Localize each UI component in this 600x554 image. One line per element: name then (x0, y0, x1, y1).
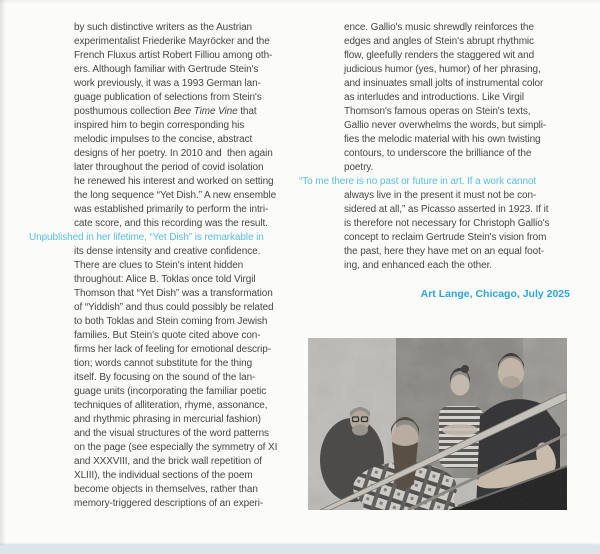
text-line: fies the melodic material with his own twisting (344, 134, 541, 145)
text-line: techniques of alliteration, rhyme, assonance, (74, 400, 268, 411)
scan-edge-bottom-strip (0, 545, 600, 554)
text-line: and rhythmic phrasing in mercurial fashion) (74, 414, 261, 425)
text-line: of “Yiddish” and thus could possibly be related (74, 302, 274, 313)
text-line: the past, here they have met on an equal foot- (344, 246, 544, 257)
text-line: memory-triggered descriptions of an experi- (74, 498, 264, 509)
text-line: work previously, it was a 1993 German lan- (74, 78, 261, 89)
text-line: edges and angles of Stein's abrupt rhythmic (344, 36, 534, 47)
band-photo (308, 338, 567, 510)
scan-edge-left (0, 0, 6, 554)
highlighted-line: “To me there is no past or future in art. If a work cannot (299, 176, 537, 187)
text-line: families. But Stein's quote cited above con- (74, 330, 261, 341)
text-line: and insinuates small jolts of instrumental color (344, 78, 544, 89)
text-line: poetry. (344, 162, 374, 173)
text-line: posthumous collection Bee Time Vine that (74, 106, 257, 117)
text-line: ers. Although familiar with Gertrude Stein's (74, 64, 259, 75)
right-text-column (299, 21, 570, 301)
right-column-lines (299, 21, 570, 273)
text-line: the long sequence “Yet Dish.” A new ensemble (74, 190, 277, 201)
text-line: guage units (incorporating the familiar poetic (74, 386, 267, 397)
text-line: on the page (see especially the symmetry of XI (74, 442, 278, 453)
text-line: melodic impulses to the concise, abstract (74, 134, 253, 145)
text-line: guage publication of selections from Stein's (74, 92, 262, 103)
text-line: by such distinctive writers as the Austrian (74, 22, 253, 33)
text-line: experimentalist Friederike Mayröcker and the (74, 36, 270, 47)
text-line: was established primarily to perform the intri- (74, 204, 269, 215)
text-line: judicious humor (yes, humor) of her phrasing, (344, 64, 541, 75)
text-line: is therefore not necessary for Christoph Gallio's (344, 218, 550, 229)
text-line: and XXXVIII, and the brick wall repetition of (74, 456, 262, 467)
text-line: firms her lack of feeling for emotional descrip- (74, 344, 271, 355)
text-line: sidered at all,” as Picasso asserted in 1923. If it (344, 204, 549, 215)
text-line: itself. By focusing on the sound of the lan- (74, 372, 256, 383)
text-line: ing, and enhanced each the other. (344, 260, 492, 271)
text-line: later throughout the period of covid isolation (74, 162, 264, 173)
text-line: inspired him to begin corresponding his (74, 120, 245, 131)
highlighted-line: Unpublished in her lifetime, “Yet Dish” is remarkable in (29, 232, 264, 243)
text-line: its dense intensity and creative confidence. (74, 246, 261, 257)
text-line: XLIII), the individual sections of the poem (74, 470, 253, 481)
text-line: throughout: Alice B. Toklas once told Virgil (74, 274, 256, 285)
left-text-column (29, 21, 308, 511)
author-credit: Art Lange, Chicago, July 2025 (420, 288, 570, 300)
text-line: and the visual structures of the word patterns (74, 428, 269, 439)
text-line: Thomson's famous operas on Stein's texts, (344, 106, 531, 117)
text-line: ence. Gallio's music shrewdly reinforces the (344, 22, 534, 33)
text-line: French Fluxus artist Robert Filliou among oth- (74, 50, 273, 61)
text-line: he renewed his interest and worked on setting (74, 176, 274, 187)
text-line: Gallio never overwhelms the words, but simpli- (344, 120, 547, 131)
scan-edge-top (0, 0, 600, 4)
text-line: become objects in themselves, rather than (74, 484, 258, 495)
text-line: flow, gleefully renders the staggered wit and (344, 50, 535, 61)
text-line: contours, to underscore the brilliance of the (344, 148, 532, 159)
text-line: as interludes and introductions. Like Virgil (344, 92, 524, 103)
text-line: concept to reclaim Gertrude Stein's vision from (344, 232, 547, 243)
band-photo-illustration (308, 338, 567, 510)
text-line: designs of her poetry. In 2010 and then again (74, 148, 273, 159)
text-line: always live in the present it must not be con- (344, 190, 537, 201)
text-line: to both Toklas and Stein coming from Jewish (74, 316, 268, 327)
text-line: There are clues to Stein's intent hidden (74, 260, 244, 271)
text-line: Thomson that “Yet Dish” was a transformation (74, 288, 273, 299)
text-line: cate score, and this recording was the result. (74, 218, 268, 229)
text-line: tion; words cannot substitute for the thing (74, 358, 253, 369)
